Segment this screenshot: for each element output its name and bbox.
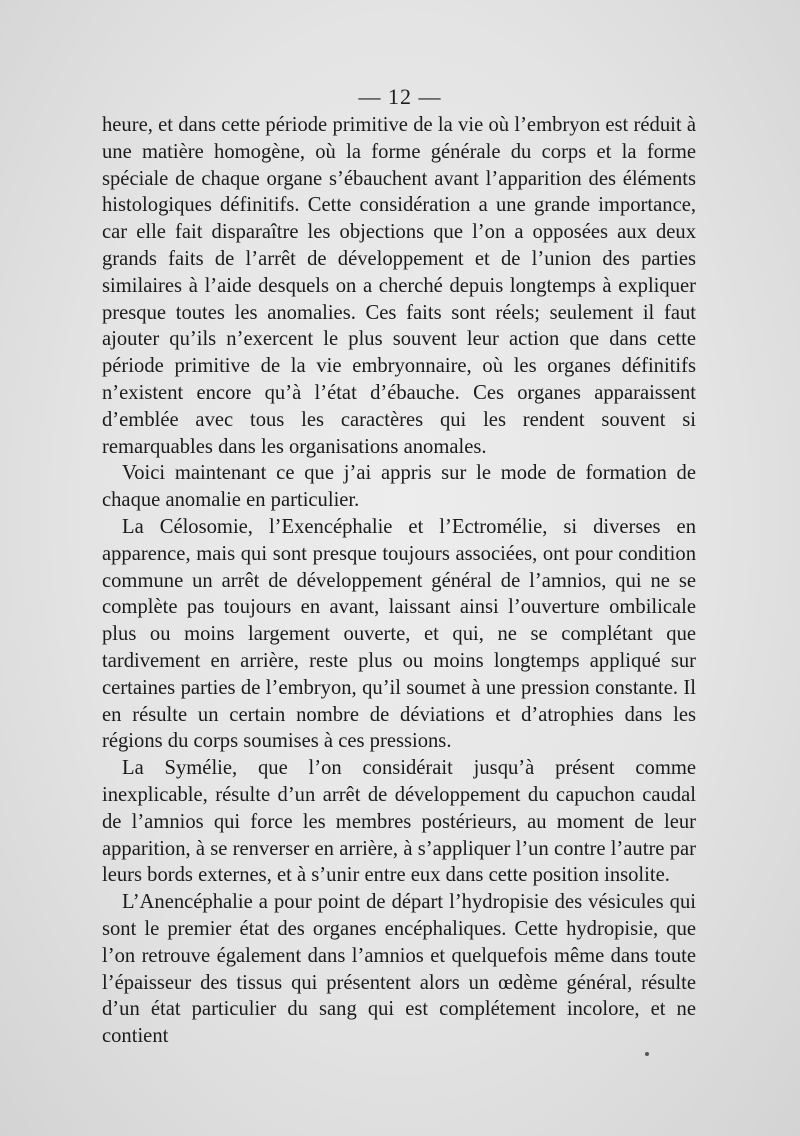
paragraph-4: La Symélie, que l’on considérait jusqu’à présent comme inexplicable, résulte d’un arrêt de développement du capuchon caudal de l’amnios qui force les membres postérieurs, au moment de leur apparition, à se renverser en arrière, à s’appliquer l’un contre l’autre par leurs bords externes, et à s’unir entre eux dans cette position insolite. xyxy=(102,757,696,887)
paragraph-2: Voici maintenant ce que j’ai appris sur le mode de formation de chaque anomalie en particulier. xyxy=(102,462,696,512)
paragraph-5: L’Anencéphalie a pour point de départ l’hydropisie des vésicules qui sont le premier état des organes encéphaliques. Cette hydropisie, que l’on retrouve également dans l’amnios et quelquefois même dans toute l’épaisseur des tissus qui présentent alors un œdème général, résulte d’un état particulier du sang qui est complétement incolore, et ne contient xyxy=(102,891,696,1048)
body-text xyxy=(102,112,696,1050)
paragraph-3: La Célosomie, l’Exencéphalie et l’Ectromélie, si diverses en apparence, mais qui sont presque toujours associées, ont pour condition commune un arrêt de développement général de l’amnios, qui ne se complète pas toujours en avant, laissant ainsi l’ouverture ombilicale plus ou moins largement ouverte, et qui, ne se complétant que tardivement en arrière, reste plus ou moins longtemps appliqué sur certaines parties de l’embryon, qu’il soumet à une pression constante. Il en résulte un certain nombre de déviations et d’atrophies dans les régions du corps soumises à ces pressions. xyxy=(102,515,696,753)
ink-speck xyxy=(645,1052,649,1056)
page-number: — 12 — xyxy=(358,84,442,109)
paragraph-1: heure, et dans cette période primitive de la vie où l’embryon est réduit à une matière homogène, où la forme générale du corps et la forme spéciale de chaque organe s’ébauchent avant l’apparition des éléments histologiques définitifs. Cette considération a une grande importance, car elle fait disparaître les objections que l’on a opposées aux deux grands faits de l’arrêt de développement et de l’union des parties similaires à l’aide desquels on a cherché depuis longtemps à expliquer presque toutes les anomalies. Ces faits sont réels; seulement il faut ajouter qu’ils n’exercent le plus souvent leur action que dans cette période primitive de la vie embryonnaire, où les organes définitifs n’existent encore qu’à l’état d’ébauche. Ces organes apparaissent d’emblée avec tous les caractères qui les rendent souvent si remarquables dans les organisations anomales. xyxy=(102,114,696,458)
